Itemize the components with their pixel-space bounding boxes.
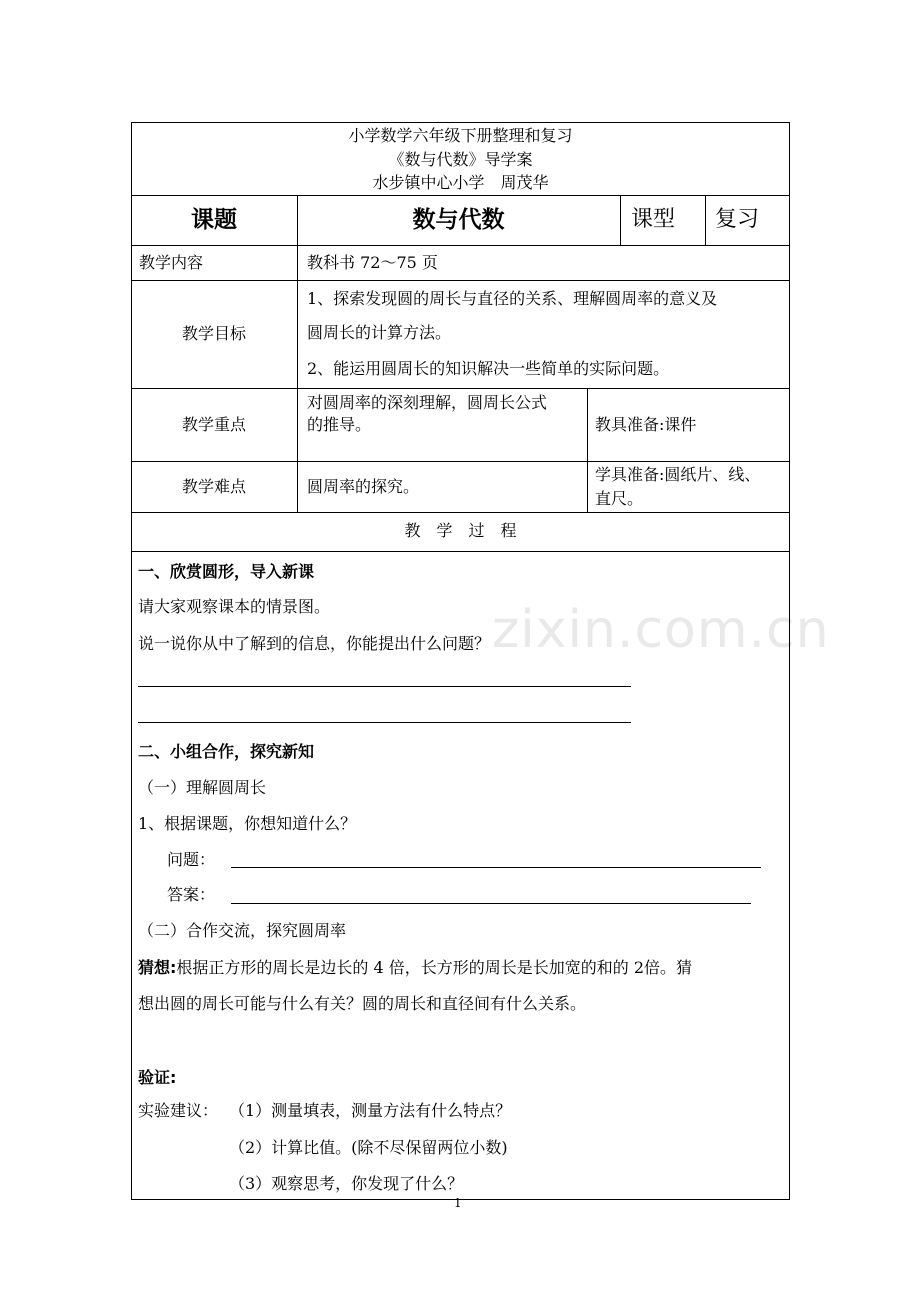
question-line bbox=[231, 867, 761, 868]
experiment-step: （1）测量填表，测量方法有什么特点？ bbox=[229, 1101, 512, 1120]
section1-text: 说一说你从中了解到的信息，你能提出什么问题？ bbox=[138, 634, 491, 653]
experiment-label: 实验建议： bbox=[138, 1101, 219, 1120]
verify-label: 验证: bbox=[138, 1068, 177, 1087]
topic-value: 数与代数 bbox=[412, 207, 505, 233]
answer-line bbox=[231, 903, 751, 904]
difficulty-label: 教学难点 bbox=[181, 477, 246, 496]
watermark: zixin.com.cn bbox=[492, 600, 830, 660]
lesson-type-value: 复习 bbox=[715, 207, 760, 232]
divider bbox=[131, 280, 790, 281]
lesson-table-frame bbox=[131, 122, 790, 1200]
section2-heading: 二、小组合作，探究新知 bbox=[138, 742, 315, 761]
answer-line bbox=[138, 686, 631, 687]
difficulty-value: 圆周率的探究。 bbox=[307, 477, 420, 496]
student-tools-line: 直尺。 bbox=[595, 489, 644, 508]
divider bbox=[131, 551, 790, 552]
divider bbox=[131, 461, 790, 462]
guess-label: 猜想: bbox=[138, 958, 177, 977]
guess-text: 根据正方形的周长是边长的 4 倍，长方形的周长是长加宽的和的 2倍。猜 bbox=[176, 958, 693, 977]
content-value: 教科书 72～75 页 bbox=[307, 253, 438, 272]
topic-label: 课题 bbox=[191, 207, 237, 233]
teaching-tools: 教具准备:课件 bbox=[595, 415, 697, 434]
header-author: 水步镇中心小学 周茂华 bbox=[372, 173, 549, 192]
goals-label: 教学目标 bbox=[181, 324, 246, 343]
header-title: 小学数学六年级下册整理和复习 bbox=[348, 126, 573, 145]
process-title: 教 学 过 程 bbox=[404, 521, 517, 540]
content-label: 教学内容 bbox=[139, 253, 204, 272]
key-points-line: 对圆周率的深刻理解，圆周长公式 bbox=[307, 393, 548, 412]
student-tools-line: 学具准备:圆纸片、线、 bbox=[595, 465, 761, 484]
section1-heading: 一、欣赏圆形，导入新课 bbox=[138, 562, 315, 581]
answer-line bbox=[138, 722, 631, 723]
goal-line: 圆周长的计算方法。 bbox=[307, 323, 452, 342]
goal-line: 2、能运用圆周长的知识解决一些简单的实际问题。 bbox=[307, 359, 670, 378]
divider bbox=[587, 388, 588, 512]
key-points-label: 教学重点 bbox=[181, 415, 246, 434]
goal-line: 1、探索发现圆的周长与直径的关系、理解圆周率的意义及 bbox=[307, 289, 718, 308]
guess-paragraph bbox=[138, 958, 692, 978]
divider bbox=[131, 512, 790, 513]
guess-text: 想出圆的周长可能与什么有关？圆的周长和直径间有什么关系。 bbox=[138, 994, 587, 1013]
divider bbox=[131, 195, 790, 196]
answer-label: 答案： bbox=[167, 885, 216, 904]
lesson-type-label: 课型 bbox=[631, 207, 676, 232]
question-text: 1、根据课题，你想知道什么？ bbox=[138, 814, 357, 833]
divider bbox=[297, 195, 298, 512]
section1-text: 请大家观察课本的情景图。 bbox=[138, 597, 331, 616]
divider bbox=[705, 195, 706, 245]
header-subtitle: 《数与代数》导学案 bbox=[388, 150, 533, 169]
question-label: 问题： bbox=[167, 850, 216, 869]
subsection-title: （一）理解圆周长 bbox=[138, 778, 267, 797]
divider bbox=[131, 245, 790, 246]
key-points-line: 的推导。 bbox=[307, 415, 372, 434]
page-number: 1 bbox=[454, 1196, 462, 1210]
divider bbox=[620, 195, 621, 245]
experiment-step: （3）观察思考，你发现了什么？ bbox=[229, 1174, 464, 1193]
experiment-step: （2）计算比值。(除不尽保留两位小数) bbox=[229, 1138, 508, 1157]
subsection-title: （二）合作交流，探究圆周率 bbox=[138, 921, 347, 940]
divider bbox=[131, 388, 790, 389]
